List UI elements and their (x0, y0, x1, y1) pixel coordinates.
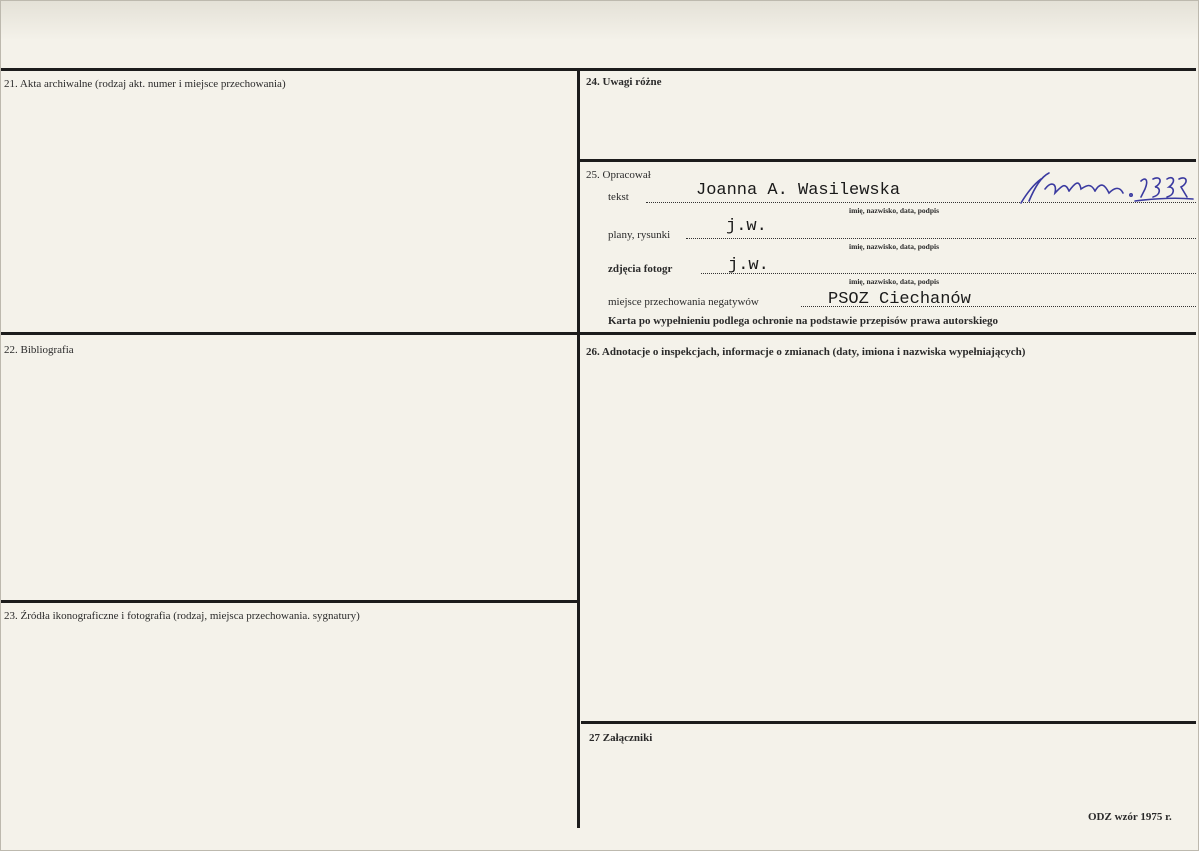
section-24-label: 24. Uwagi różne (586, 76, 662, 88)
card-top-edge (1, 1, 1198, 41)
section-25-label: 25. Opracował (586, 169, 651, 181)
rule-22-23 (1, 600, 578, 603)
zdjecia-label: zdjęcia fotogr (608, 263, 673, 275)
rule-25-26 (579, 332, 1196, 335)
zdjecia-line (701, 273, 1196, 274)
tekst-caption: imię, nazwisko, data, podpis (849, 206, 940, 215)
handwritten-signature (1011, 167, 1196, 207)
tekst-label: tekst (608, 191, 629, 203)
plany-label: plany, rysunki (608, 229, 671, 241)
form-footer: ODZ wzór 1975 r. (1088, 811, 1172, 823)
rule-26-27 (581, 721, 1196, 724)
plany-value: j.w. (726, 217, 767, 236)
section-27-label: 27 Załączniki (589, 732, 653, 744)
section-23-label: 23. Źródła ikonograficzne i fotografia (rodzaj, miejsca przechowania. sygnatury) (4, 610, 360, 622)
center-rule (577, 68, 580, 828)
plany-line (686, 238, 1196, 239)
miejsce-label: miejsce przechowania negatywów (608, 296, 759, 308)
zdjecia-caption: imię, nazwisko, data, podpis (849, 277, 940, 286)
miejsce-value: PSOZ Ciechanów (828, 290, 971, 309)
top-rule (1, 68, 1196, 71)
rule-21-22 (1, 332, 578, 335)
rule-24-25 (579, 159, 1196, 162)
section-21-label: 21. Akta archiwalne (rodzaj akt. numer i miejsce przechowania) (4, 78, 286, 90)
tekst-value: Joanna A. Wasilewska (696, 181, 901, 200)
zdjecia-value: j.w. (728, 256, 769, 275)
copyright-note: Karta po wypełnieniu podlega ochronie na podstawie przepisów prawa autorskiego (608, 315, 999, 327)
section-22-label: 22. Bibliografia (4, 344, 74, 356)
section-26-label: 26. Adnotacje o inspekcjach, informacje o zmianach (daty, imiona i nazwiska wypełniających) (586, 346, 1026, 358)
plany-caption: imię, nazwisko, data, podpis (849, 242, 940, 251)
